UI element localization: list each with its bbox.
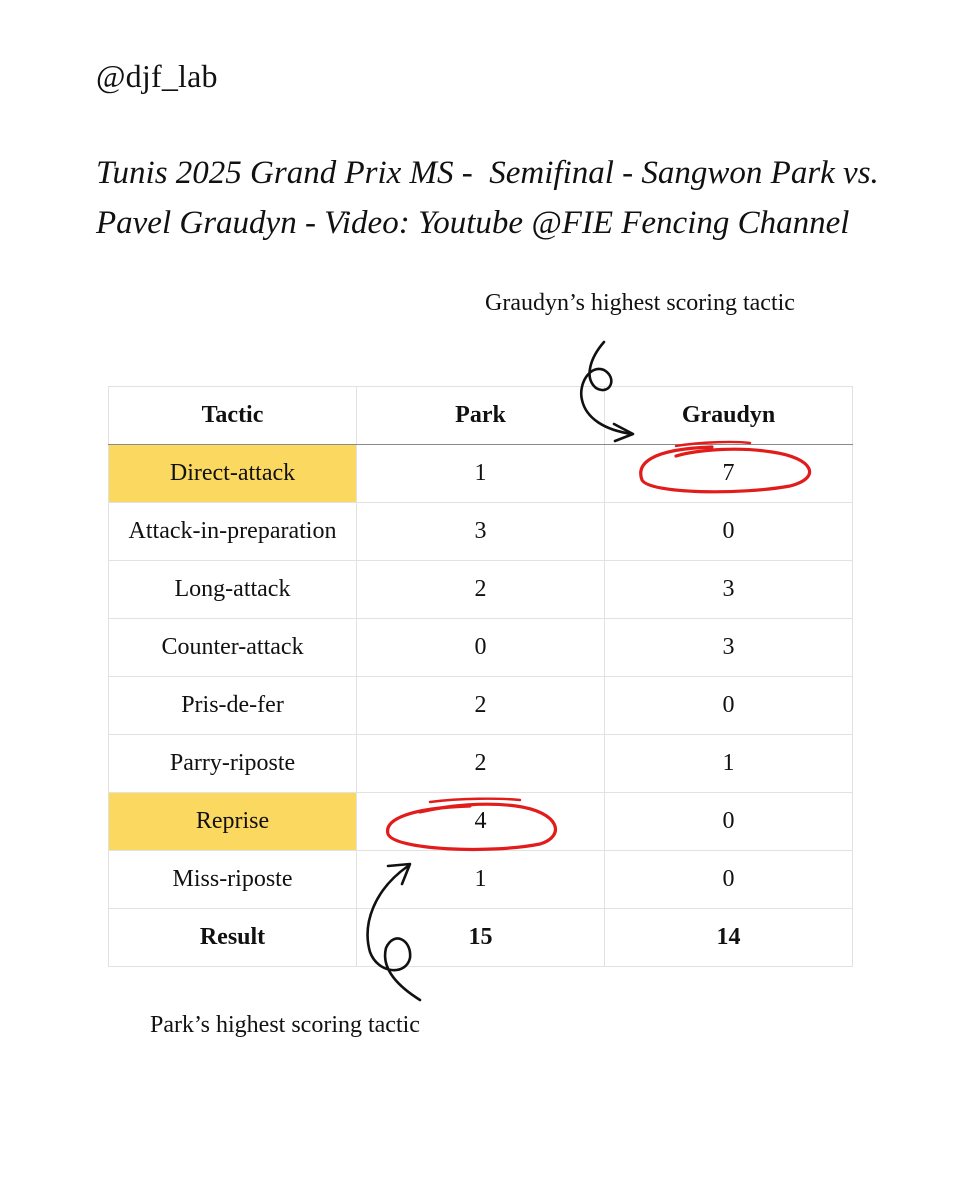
graudyn-cell: 0 — [605, 677, 853, 735]
park-total: 15 — [357, 909, 605, 967]
park-cell: 3 — [357, 503, 605, 561]
graudyn-cell: 3 — [605, 619, 853, 677]
tactic-cell-highlighted: Reprise — [109, 793, 357, 851]
graudyn-cell-circled: 7 — [605, 445, 853, 503]
result-label: Result — [109, 909, 357, 967]
table-row — [109, 851, 853, 909]
park-annotation: Park’s highest scoring tactic — [150, 1012, 420, 1038]
tactic-cell: Attack-in-preparation — [109, 503, 357, 561]
graudyn-annotation: Graudyn’s highest scoring tactic — [485, 290, 795, 316]
table-row — [109, 503, 853, 561]
table-row — [109, 619, 853, 677]
park-cell: 0 — [357, 619, 605, 677]
park-cell-circled: 4 — [357, 793, 605, 851]
park-cell: 1 — [357, 445, 605, 503]
graudyn-cell: 1 — [605, 735, 853, 793]
header-tactic: Tactic — [109, 387, 357, 445]
tactic-cell-highlighted: Direct-attack — [109, 445, 357, 503]
page-title: Tunis 2025 Grand Prix MS - Semifinal - Sangwon Park vs. Pavel Graudyn - Video: Youtube @FIE Fencing Channel — [96, 155, 888, 241]
tactic-cell: Miss-riposte — [109, 851, 357, 909]
result-row — [109, 909, 853, 967]
table-row — [109, 677, 853, 735]
table-row — [109, 561, 853, 619]
park-cell: 2 — [357, 735, 605, 793]
author-handle: @djf_lab — [96, 58, 218, 94]
graudyn-total: 14 — [605, 909, 853, 967]
header-graudyn: Graudyn — [605, 387, 853, 445]
tactic-cell: Long-attack — [109, 561, 357, 619]
graudyn-cell: 3 — [605, 561, 853, 619]
table-header-row — [109, 387, 853, 445]
tactics-table — [108, 386, 853, 967]
tactic-cell: Pris-de-fer — [109, 677, 357, 735]
graudyn-cell: 0 — [605, 503, 853, 561]
table-row — [109, 445, 853, 503]
graudyn-cell: 0 — [605, 793, 853, 851]
graudyn-cell: 0 — [605, 851, 853, 909]
park-cell: 2 — [357, 677, 605, 735]
tactic-cell: Parry-riposte — [109, 735, 357, 793]
park-cell: 1 — [357, 851, 605, 909]
table-row — [109, 735, 853, 793]
table-row — [109, 793, 853, 851]
tactic-cell: Counter-attack — [109, 619, 357, 677]
park-cell: 2 — [357, 561, 605, 619]
header-park: Park — [357, 387, 605, 445]
